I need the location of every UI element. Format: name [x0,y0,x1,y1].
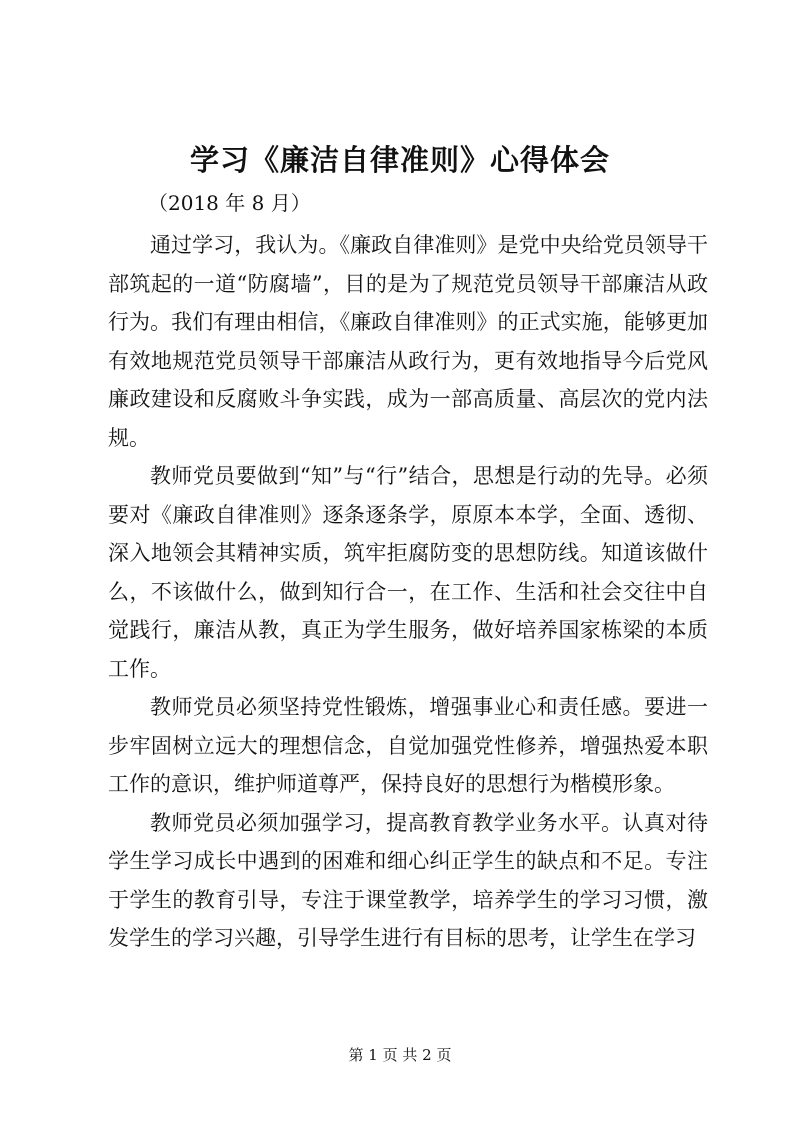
document-title: 学习《廉洁自律准则》心得体会 [189,143,610,177]
page-footer [0,1044,800,1066]
document-body [108,226,708,958]
document-date: （2018 年 8 月） [148,191,311,215]
paragraph-1: 通过学习，我认为。《廉政自律准则》是党中央给党员领导干部筑起的一道“防腐墙”，目的是为了规范党员领导干部廉洁从政行为。我们有理由相信，《廉政自律准则》的正式实施，能够更加有效地规范党员领导干部廉洁从政行为，更有效地指导今后党风廉政建设和反腐败斗争实践，成为一部高质量、高层次的党内法规。 [108,233,708,450]
page-total: 共 2 页 [402,1046,452,1064]
paragraph-2: 教师党员要做到“知”与“行”结合，思想是行动的先导。必须要对《廉政自律准则》逐条逐条学，原原本本学，全面、透彻、深入地领会其精神实质，筑牢拒腐防变的思想防线。知道该做什么，不该做什么，做到知行合一，在工作、生活和社会交往中自觉践行，廉洁从教，真正为学生服务，做好培养国家栋梁的本质工作。 [108,464,708,681]
paragraph-3: 教师党员必须坚持党性锻炼，增强事业心和责任感。要进一步牢固树立远大的理想信念，自觉加强党性修养，增强热爱本职工作的意识，维护师道尊严，保持良好的思想行为楷模形象。 [108,695,708,796]
paragraph-4: 教师党员必须加强学习，提高教育教学业务水平。认真对待学生学习成长中遇到的困难和细心纠正学生的缺点和不足。专注于学生的教育引导，专注于课堂教学，培养学生的学习习惯，激发学生的学习兴趣，引导学生进行有目标的思考，让学生在学习 [108,810,708,950]
page-number: 第 1 页 [348,1046,398,1064]
